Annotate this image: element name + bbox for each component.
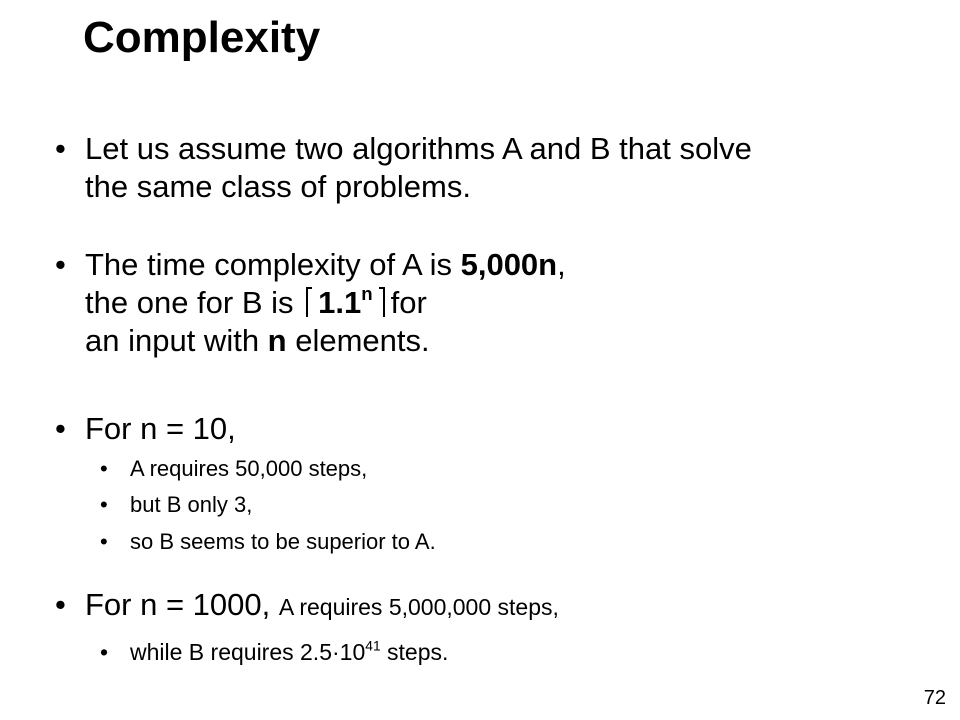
- bullet-dot: •: [55, 411, 66, 446]
- ceiling-left-bracket: [306, 287, 312, 317]
- ceiling-right-bracket: [379, 287, 385, 317]
- complexity-a: 5,000n: [460, 247, 558, 282]
- bullet-dot: •: [55, 587, 66, 622]
- bullet-2-line-3: an input with n elements.: [85, 323, 430, 358]
- bullet-1-line-1: Let us assume two algorithms A and B that solve: [85, 131, 752, 166]
- bullet-2-line-2: the one for B is 1.1$^n$ for: [85, 282, 427, 320]
- bullet-3-text: For n = 10,: [85, 411, 236, 446]
- bullet-4-text-small: A requires 5,000,000 steps,: [278, 594, 559, 620]
- sub-bullet-text: while B requires $2.5\cdot 10^{41}$ steps.: [130, 638, 449, 665]
- sub-bullet-text: but B only 3,: [130, 492, 253, 517]
- bullet-4-text-large: For n = 1000,: [85, 587, 279, 622]
- page-number: 72: [923, 687, 946, 709]
- complexity-b-exponent: n: [361, 282, 373, 304]
- sub-bullet-text: A requires 50,000 steps,: [130, 456, 368, 481]
- bullet-2-line-1: The time complexity of A is 5,000n,: [85, 247, 566, 282]
- slide-title: Complexity: [83, 13, 321, 62]
- bullet-1-line-2: the same class of problems.: [85, 169, 471, 204]
- bullet-dot: •: [55, 131, 66, 166]
- complexity-b-base: 1.1: [318, 285, 362, 320]
- bullet-dot: •: [55, 247, 66, 282]
- sub-bullet-text: so B seems to be superior to A.: [130, 529, 436, 554]
